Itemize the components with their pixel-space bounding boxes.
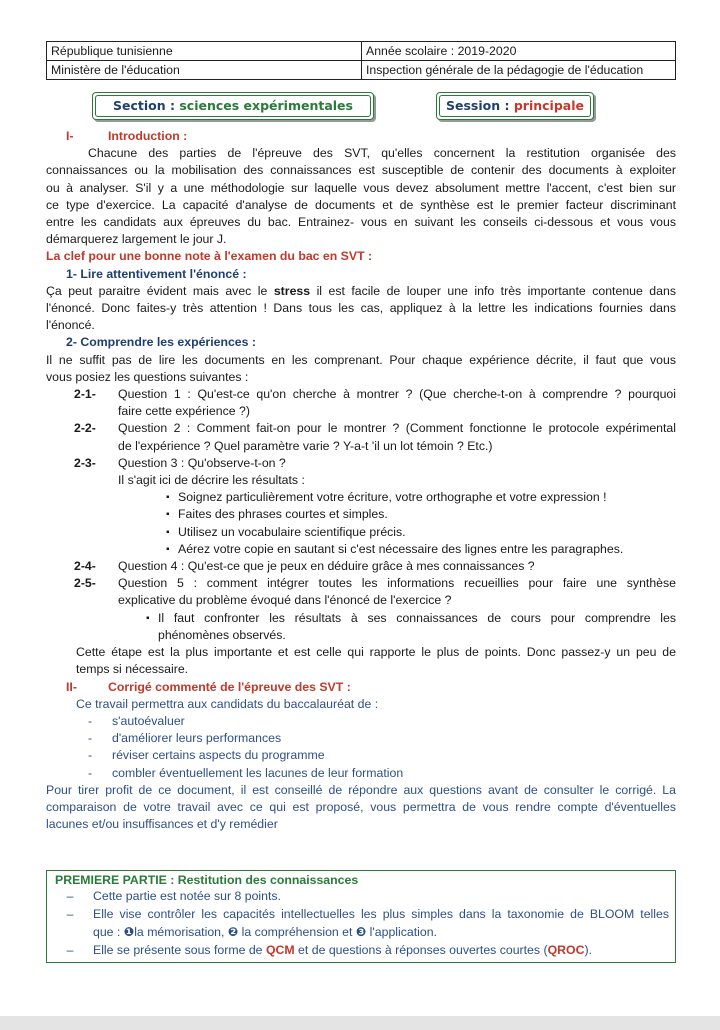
corrige-para-3: lacunes et/ou insuffisances et d'y remédier [46, 817, 278, 832]
step1-line-1: Ça peut paraitre évident mais avec le stress il est facile de louper une info très importante contenue dans [46, 283, 676, 298]
intro-line-4: ce type d'exercice. La capacité d'analyse de documents et de synthèse est le premier facteur discriminant [46, 197, 676, 212]
bullet-item: ▪ Utilisez un vocabulaire scientifique précis. [166, 524, 406, 539]
step1-title: 1- Lire attentivement l'énoncé : [66, 266, 247, 281]
intro-line-2: connaissances ou la mobilisation des connaissances est susceptible de contenir des documents à exploiter [46, 163, 676, 178]
question-list [46, 386, 676, 644]
corrige-intro: Ce travail permettra aux candidats du baccalauréat de : [76, 696, 379, 711]
step2-end-1: Cette étape est la plus importante et est celle qui rapporte le plus de points. Donc passez-y un peu de [76, 645, 676, 660]
corrige-para-2: comparaison de votre travail avec ce qui est proposé, vous permettra de vous rendre compte d'éventuelles [46, 799, 676, 814]
header-inspection: Inspection générale de la pédagogie de l'éducation [362, 61, 676, 80]
session-label: Session : [446, 98, 510, 113]
intro-line-6: démarquerez largement le jour J. [46, 232, 227, 247]
question-2: 2-2- Question 2 : Comment fait-on pour le montrer ? (Comment fonctionne le protocole expérimental de l'expérience ? Quel paramètre varie ? Y-a-t 'il un lot témoin ? Etc.) [74, 421, 676, 453]
bullet-item: ▪ Soignez particulièrement votre écriture, votre orthographe et votre expression ! [166, 490, 607, 505]
intro-line-5: entre les candidats aux épreuves du bac. Entrainez- vous en suivant les conseils ci-dessous et vous vous [46, 215, 676, 230]
step2-line-1: Il ne suffit pas de lire les documents en les comprenant. Pour chaque expérience décrite, il faut que vous [46, 352, 676, 367]
bullet-item: ▪ Faites des phrases courtes et simples. [166, 507, 388, 522]
intro-line-1: Chacune des parties de l'épreuve des SVT, qu'elles concernent la restitution organisée des [88, 146, 676, 161]
corrige-list [46, 713, 676, 782]
section-label: Section : [113, 98, 175, 113]
bullet-item: ▪ Aérez votre copie en sautant si c'est nécessaire des lignes entre les paragraphes. [166, 541, 624, 556]
session-box [436, 92, 594, 120]
bottom-bar [0, 1016, 720, 1030]
list-item: - réviser certains aspects du programme [88, 748, 325, 763]
part1-item-2: – Elle vise contrôler les capacités intellectuelles les plus simples dans la taxonomie de BLOOM telles que : ❶la mémorisation, ❷ la compréhension et ❸ l'application. [66, 907, 669, 939]
section-value: sciences expérimentales [179, 98, 353, 113]
question-3: 2-3- Question 3 : Qu'observe-t-on ? Il s'agit ici de décrire les résultats : [74, 455, 305, 488]
step1-line-3: l'énoncé. [46, 318, 95, 333]
step2-end-2: temps si nécessaire. [76, 662, 189, 677]
header-school-year: Année scolaire : 2019-2020 [362, 42, 676, 61]
question-4: 2-4- Question 4 : Qu'est-ce que je peux en déduire grâce à mes connaissances ? [74, 559, 535, 574]
intro-heading [46, 128, 676, 145]
part1-box [46, 870, 676, 963]
header-ministry: Ministère de l'éducation [47, 61, 362, 80]
section-box [92, 92, 374, 120]
corrige-heading: II- Corrigé commenté de l'épreuve des SVT : [66, 679, 351, 694]
header-country: République tunisienne [47, 42, 362, 61]
intro-line-3: ou à analyser. S'il y a une méthodologie sur laquelle vous devez absolument mettre l'accent, c'est bien sur [46, 180, 676, 195]
corrige-para-1: Pour tirer profit de ce document, il est conseillé de répondre aux questions avant de consulter le corrigé. La [46, 782, 676, 797]
part1-title: PREMIERE PARTIE : Restitution des connaissances [55, 873, 359, 887]
question-1: 2-1- Question 1 : Qu'est-ce qu'on cherche à montrer ? (Que cherche-t-on à comprendre ? pourquoi faire cette expérience ?) [74, 387, 676, 419]
part1-item-1: – Cette partie est notée sur 8 points. [66, 889, 281, 903]
session-value: principale [513, 98, 584, 113]
list-item: - d'améliorer leurs performances [88, 731, 282, 746]
key-title: La clef pour une bonne note à l'examen du bac en SVT : [46, 249, 373, 264]
list-item: - s'autoévaluer [88, 713, 185, 728]
document-body [46, 128, 676, 833]
part1-item-3: – Elle se présente sous forme de QCM et de questions à réponses ouvertes courtes (QROC). [66, 943, 592, 957]
intro-number: I- [66, 129, 74, 143]
step2-line-2: vous posiez les questions suivantes : [46, 369, 249, 384]
step2-title: 2- Comprendre les expériences : [66, 335, 256, 350]
header-table [46, 41, 676, 80]
step1-line-2: l'énoncé. Donc faites-y très attention ! Dans tous les cas, appliquez à la lettre les indications fournies dans [46, 301, 676, 316]
list-item: - combler éventuellement les lacunes de leur formation [88, 765, 404, 780]
question-5: 2-5- Question 5 : comment intégrer toutes les informations recueillies pour faire une synthèse explicative du problème évoqué dans l'énoncé de l'exercice ? [74, 576, 676, 608]
results-bullets [74, 489, 676, 558]
q5-bullet: ▪ Il faut confronter les résultats à ses connaissances de cours pour comprendre les phénomènes observés. [146, 610, 676, 642]
intro-title: Introduction : [108, 129, 188, 143]
